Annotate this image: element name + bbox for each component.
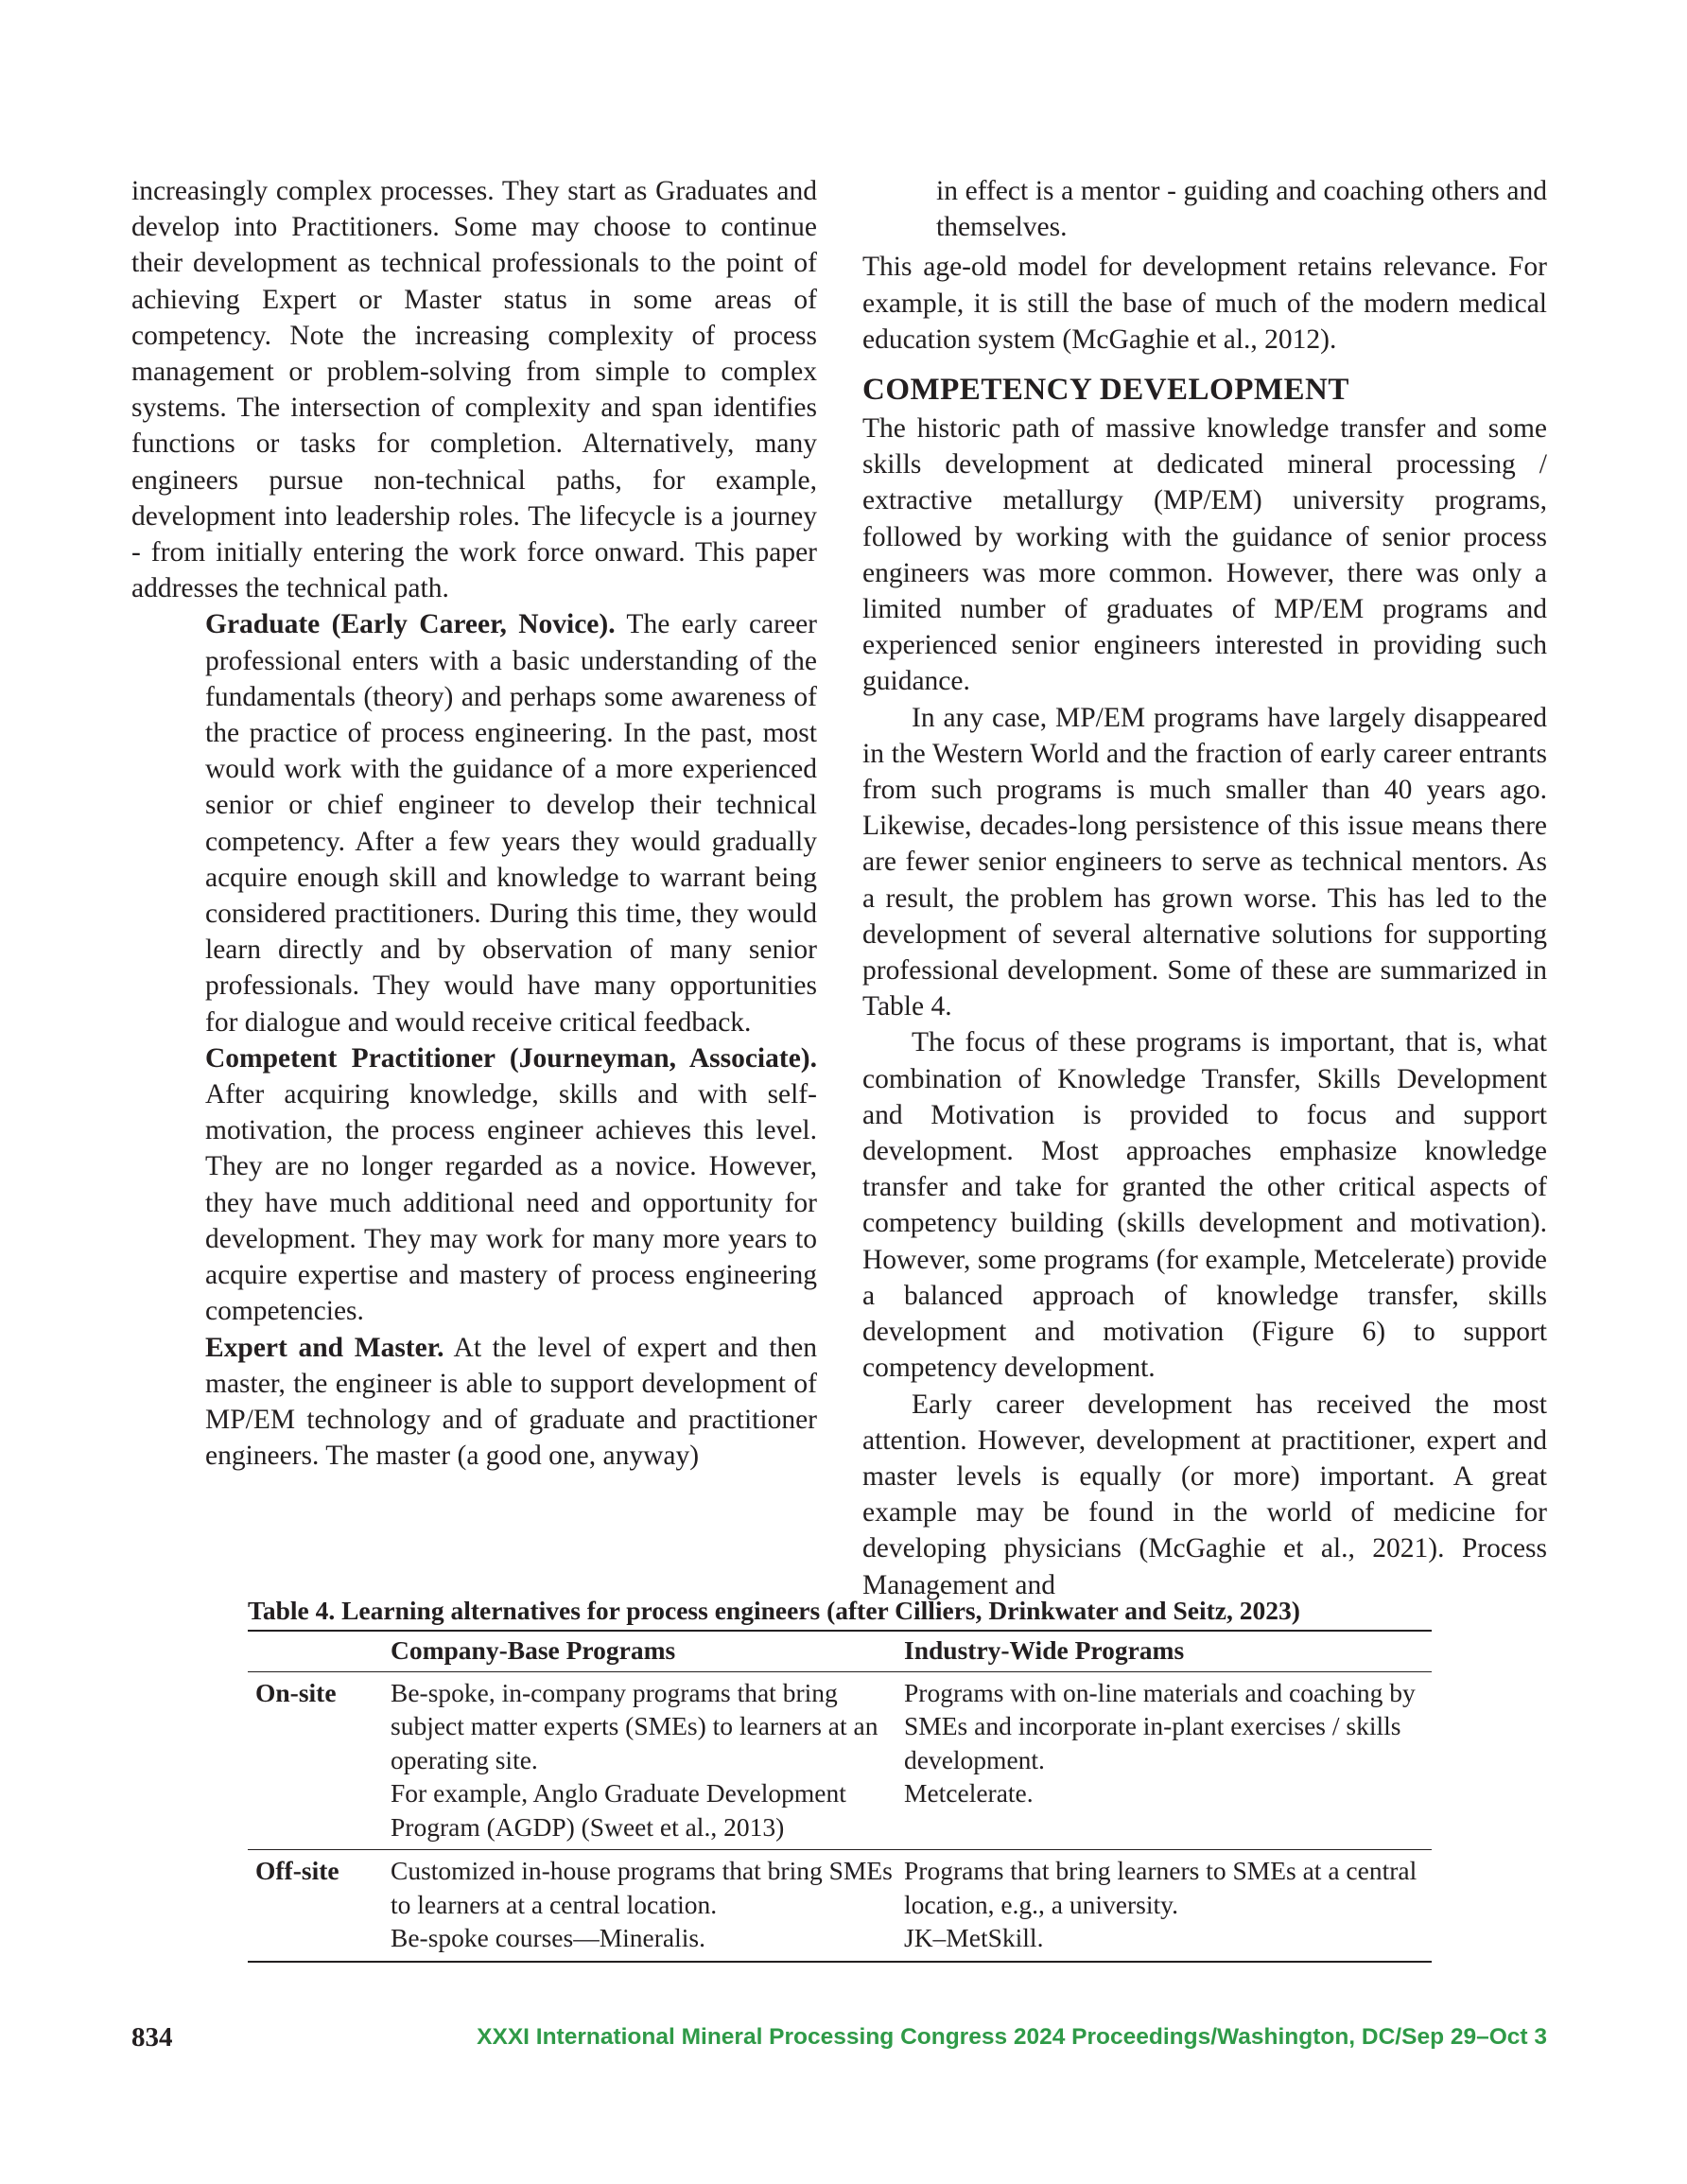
- body-paragraph: The historic path of massive knowledge transfer and some skills development at dedicated mineral processing / extractive metallurgy (MP/EM) university programs, followed by working with the guidance of senior process engineers was more common. However, there was only a limited number of graduates of MP/EM programs and experienced senior engineers interested in providing such guidance.: [862, 413, 1547, 697]
- level-text: The early career professional enters with a basic understanding of the fundamentals (theory) and perhaps some awareness of the practice of process engineering. In the past, most would work with the guidance of a more experienced senior or chief engineer to develop their technical competency. After a few years they would gradually acquire enough skill and knowledge to warrant being considered practitioners. During this time, they would learn directly and by observation of many senior professionals. They would have many opportunities for dialogue and would receive critical feedback.: [205, 609, 817, 1038]
- learning-alternatives-table: [248, 1630, 1432, 1963]
- body-paragraph: Early career development has received the most attention. However, development at practitioner, expert and master levels is equally (or more) important. A great example may be found in the world of medicine for developing physicians (McGaghie et al., 2021). Process Management and: [862, 1389, 1547, 1600]
- level-term: Graduate (Early Career, Novice).: [205, 609, 616, 640]
- cell-company: [391, 1850, 904, 1962]
- page-number: 834: [131, 2022, 173, 2053]
- table-row: [248, 1850, 1432, 1962]
- table-header-blank: [248, 1631, 391, 1671]
- cell-line: Programs that bring learners to SMEs at a central location, e.g., a university.: [904, 1856, 1417, 1919]
- cell-industry: [904, 1850, 1432, 1962]
- cell-industry: [904, 1671, 1432, 1850]
- level-graduate: [205, 606, 817, 1040]
- left-column: [131, 173, 817, 1474]
- table-row: [248, 1671, 1432, 1850]
- cell-line: Be-spoke courses—Mineralis.: [391, 1923, 705, 1952]
- level-expert-master: [205, 1330, 817, 1475]
- level-practitioner: [205, 1040, 817, 1330]
- running-footer-title: XXXI International Mineral Processing Congress 2024 Proceedings/Washington, DC/Sep 29–Oct 3: [477, 2024, 1547, 2050]
- table-caption: Table 4. Learning alternatives for process engineers (after Cilliers, Drinkwater and Seitz, 2023): [248, 1596, 1300, 1625]
- row-label: Off-site: [255, 1856, 339, 1885]
- level-term: Competent Practitioner (Journeyman, Associate).: [205, 1042, 817, 1074]
- cell-line: Customized in-house programs that bring SMEs to learners at a central location.: [391, 1856, 893, 1919]
- table-header-row: [248, 1631, 1432, 1671]
- level-text: At the level of expert and then master, the engineer is able to support development of MP/EM technology and of graduate and practitioner engineers. The master (a good one, anyway): [205, 1332, 817, 1472]
- model-paragraph: This age-old model for development retains relevance. For example, it is still the base of much of the modern medical education system (McGaghie et al., 2012).: [862, 252, 1547, 355]
- level-text: After acquiring knowledge, skills and with self-motivation, the process engineer achieves this level. They are no longer regarded as a novice. However, they have much additional need and opportunity for development. They may work for many more years to acquire expertise and mastery of process engineering competencies.: [205, 1079, 817, 1327]
- level-term: Expert and Master.: [205, 1332, 444, 1363]
- table-4: [248, 1594, 1432, 1963]
- cell-line: Metcelerate.: [904, 1778, 1034, 1808]
- section-heading: COMPETENCY DEVELOPMENT: [862, 373, 1349, 408]
- body-paragraph: In any case, MP/EM programs have largely disappeared in the Western World and the fraction of early career entrants from such programs is much smaller than 40 years ago. Likewise, decades-long persistence of this issue means there are fewer senior engineers to serve as technical mentors. As a result, the problem has grown worse. This has led to the development of several alternative solutions for supporting professional development. Some of these are summarized in Table 4.: [862, 702, 1547, 1022]
- continuation-paragraph: in effect is a mentor - guiding and coaching others and themselves.: [936, 176, 1547, 243]
- right-column: [862, 173, 1547, 1603]
- intro-paragraph: increasingly complex processes. They start as Graduates and develop into Practitioners. Some may choose to continue their development as technical professionals to the point of achieving Expert or Master status in some areas of competency. Note the increasing complexity of process management or problem-solving from simple to complex systems. The intersection of complexity and span identifies functions or tasks for completion. Alternatively, many engineers pursue non-technical paths, for example, development into leadership roles. The lifecycle is a journey - from initially entering the work force onward. This paper addresses the technical path.: [131, 176, 817, 604]
- body-paragraph: The focus of these programs is important, that is, what combination of Knowledge Transfer, Skills Development and Motivation is provided to focus and support development. Most approaches emphasize knowledge transfer and take for granted the other critical aspects of competency building (skills development and motivation). However, some programs (for example, Metcelerate) provide a balanced approach of knowledge transfer, skills development and motivation (Figure 6) to support competency development.: [862, 1027, 1547, 1384]
- table-header-company: Company-Base Programs: [391, 1635, 676, 1665]
- cell-line: Programs with on-line materials and coaching by SMEs and incorporate in-plant exercises / skills development.: [904, 1677, 1416, 1774]
- cell-line: JK–MetSkill.: [904, 1923, 1044, 1952]
- cell-line: Be-spoke, in-company programs that bring subject matter experts (SMEs) to learners at an operating site.: [391, 1677, 878, 1774]
- table-header-industry: Industry-Wide Programs: [904, 1635, 1185, 1665]
- row-label: On-site: [255, 1677, 337, 1707]
- cell-line: For example, Anglo Graduate Development Program (AGDP) (Sweet et al., 2013): [391, 1778, 846, 1842]
- cell-company: [391, 1671, 904, 1850]
